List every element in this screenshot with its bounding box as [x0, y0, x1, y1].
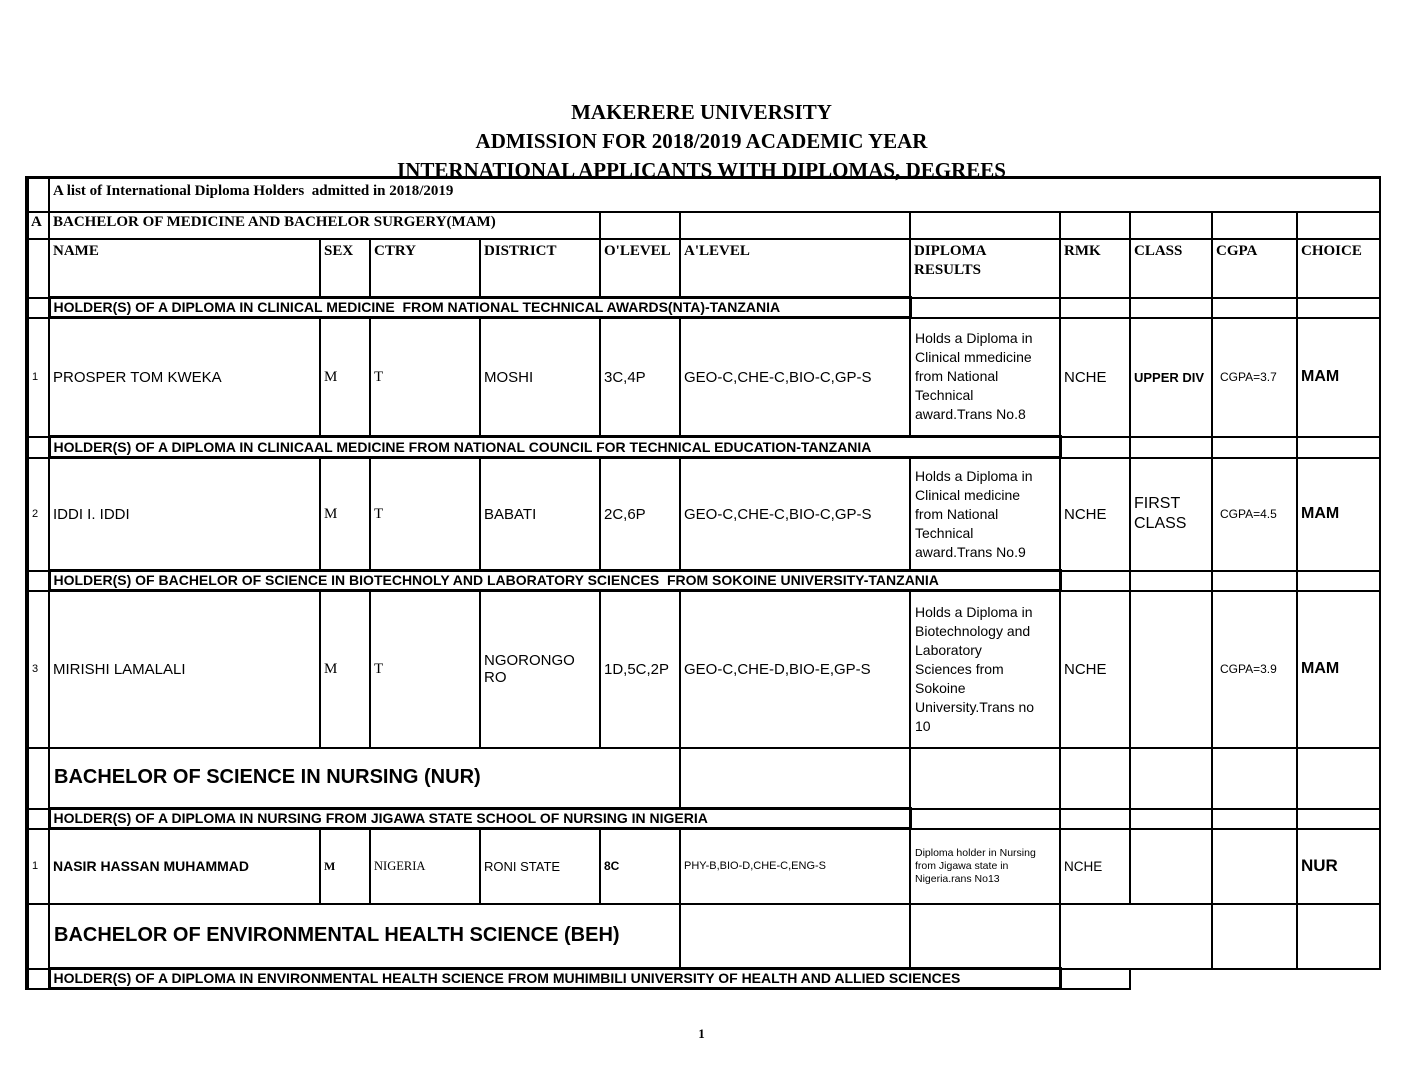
cell-diploma: Diploma holder in Nursing from Jigawa state in Nigeria.rans No13 [910, 829, 1060, 904]
empty-cell [680, 212, 910, 239]
cell-cgpa [1212, 829, 1297, 904]
degree-row-nur [27, 748, 1380, 809]
banner-row-sokoine [27, 571, 1380, 591]
col-header-ctry: CTRY [370, 239, 480, 298]
empty-cell [1130, 809, 1212, 829]
table-row [27, 458, 1380, 571]
cell-class: FIRST CLASS [1130, 458, 1212, 571]
cell-sex: M [320, 318, 370, 437]
empty-cell [1060, 969, 1130, 989]
cell-diploma: Holds a Diploma in Clinical medicine from National Technical award.Trans No.9 [910, 458, 1060, 571]
empty-cell [27, 178, 49, 212]
banner-clinical-medicine-nta: HOLDER(S) OF A DIPLOMA IN CLINICAL MEDICINE FROM NATIONAL TECHNICAL AWARDS(NTA)-TANZANIA [49, 298, 910, 318]
note-row [27, 178, 1380, 212]
cell-choice: NUR [1297, 829, 1380, 904]
empty-cell [1212, 809, 1297, 829]
cell-cgpa: CGPA=3.9 [1212, 591, 1297, 748]
banner-row-nacte [27, 437, 1380, 458]
empty-cell [910, 212, 1060, 239]
empty-cell [1212, 748, 1297, 809]
empty-cell [1297, 212, 1380, 239]
cell-ctry: T [370, 318, 480, 437]
page-number: 1 [698, 1026, 705, 1041]
empty-cell [1212, 212, 1297, 239]
cell-olevel: 1D,5C,2P [600, 591, 680, 748]
cell-class [1130, 591, 1212, 748]
cell-class [1130, 829, 1212, 904]
empty-cell [1297, 571, 1380, 591]
empty-cell [1130, 212, 1212, 239]
col-header-sex: SEX [320, 239, 370, 298]
col-header-alevel: A'LEVEL [680, 239, 910, 298]
banner-biotechnology-sokoine: HOLDER(S) OF BACHELOR OF SCIENCE IN BIOTECHNOLY AND LABORATORY SCIENCES FROM SOKOINE UNIVERSITY-TANZANIA [49, 571, 1060, 591]
cell-alevel: GEO-C,CHE-C,BIO-C,GP-S [680, 318, 910, 437]
cell-diploma: Holds a Diploma in Biotechnology and Laboratory Sciences from Sokoine University.Trans no 10 [910, 591, 1060, 748]
empty-cell [1060, 298, 1130, 318]
row-number: 1 [27, 318, 49, 437]
empty-cell [1060, 212, 1130, 239]
empty-cell [1212, 298, 1297, 318]
col-header-rmk: RMK [1060, 239, 1130, 298]
empty-cell [1212, 437, 1297, 458]
col-header-class: CLASS [1130, 239, 1212, 298]
empty-cell [910, 809, 1060, 829]
col-header-cgpa: CGPA [1212, 239, 1297, 298]
cell-choice: MAM [1297, 591, 1380, 748]
section-a-title: BACHELOR OF MEDICINE AND BACHELOR SURGERY(MAM) [49, 212, 600, 239]
cell-sex: M [320, 829, 370, 904]
empty-cell [1212, 571, 1297, 591]
column-header-row [27, 239, 1380, 298]
section-a-label: A [27, 212, 49, 239]
table-row [27, 318, 1380, 437]
row-number: 1 [27, 829, 49, 904]
banner-clinical-medicine-council: HOLDER(S) OF A DIPLOMA IN CLINICAAL MEDICINE FROM NATIONAL COUNCIL FOR TECHNICAL EDUCATION-TANZANIA [49, 437, 1060, 458]
empty-cell [910, 748, 1060, 809]
empty-cell [1060, 437, 1130, 458]
empty-cell [1130, 437, 1212, 458]
page-title-line1: MAKERERE UNIVERSITY [571, 100, 832, 124]
empty-cell [600, 212, 680, 239]
cell-alevel: PHY-B,BIO-D,CHE-C,ENG-S [680, 829, 910, 904]
empty-cell [1060, 904, 1212, 969]
outside-table-area [1130, 969, 1380, 989]
cell-name: IDDI I. IDDI [49, 458, 320, 571]
cell-sex: M [320, 458, 370, 571]
row-number: 3 [27, 591, 49, 748]
cell-choice: MAM [1297, 318, 1380, 437]
degree-title-beh: BACHELOR OF ENVIRONMENTAL HEALTH SCIENCE (BEH) [49, 904, 680, 969]
table-row [27, 591, 1380, 748]
cell-district: RONI STATE [480, 829, 600, 904]
cell-district: NGORONGORO [480, 591, 600, 748]
admissions-table [25, 176, 1381, 990]
empty-cell [1297, 904, 1380, 969]
cell-olevel: 3C,4P [600, 318, 680, 437]
cell-cgpa: CGPA=3.7 [1212, 318, 1297, 437]
cell-ctry: T [370, 458, 480, 571]
col-header-olevel: O'LEVEL [600, 239, 680, 298]
empty-cell [27, 298, 49, 318]
empty-cell [1130, 748, 1212, 809]
empty-cell [1297, 809, 1380, 829]
page-title-line2: ADMISSION FOR 2018/2019 ACADEMIC YEAR [475, 129, 928, 153]
empty-cell [1297, 437, 1380, 458]
cell-olevel: 8C [600, 829, 680, 904]
col-header-district: DISTRICT [480, 239, 600, 298]
empty-cell [27, 904, 49, 969]
banner-nursing-jigawa: HOLDER(S) OF A DIPLOMA IN NURSING FROM JIGAWA STATE SCHOOL OF NURSING IN NIGERIA [49, 809, 910, 829]
banner-environmental-muhimbili: HOLDER(S) OF A DIPLOMA IN ENVIRONMENTAL HEALTH SCIENCE FROM MUHIMBILI UNIVERSITY OF HEALTH AND ALLIED SCIENCES [49, 969, 1060, 989]
col-header-name: NAME [49, 239, 320, 298]
cell-ctry: T [370, 591, 480, 748]
degree-row-beh [27, 904, 1380, 969]
empty-cell [1130, 571, 1212, 591]
empty-cell [1060, 571, 1130, 591]
empty-cell [1060, 809, 1130, 829]
cell-name: MIRISHI LAMALALI [49, 591, 320, 748]
cell-choice: MAM [1297, 458, 1380, 571]
empty-cell [27, 809, 49, 829]
empty-cell [1212, 904, 1297, 969]
banner-row-muhimbili [27, 969, 1380, 989]
cell-cgpa: CGPA=4.5 [1212, 458, 1297, 571]
section-a-row [27, 212, 1380, 239]
cell-name: NASIR HASSAN MUHAMMAD [49, 829, 320, 904]
empty-cell [1130, 298, 1212, 318]
empty-cell [27, 748, 49, 809]
cell-alevel: GEO-C,CHE-C,BIO-C,GP-S [680, 458, 910, 571]
empty-cell [1297, 298, 1380, 318]
empty-cell [27, 239, 49, 298]
cell-olevel: 2C,6P [600, 458, 680, 571]
empty-cell [27, 437, 49, 458]
empty-cell [27, 969, 49, 989]
list-note: A list of International Diploma Holders admitted in 2018/2019 [49, 178, 1380, 212]
empty-cell [680, 748, 910, 809]
banner-row-nta [27, 298, 1380, 318]
cell-district: BABATI [480, 458, 600, 571]
cell-name: PROSPER TOM KWEKA [49, 318, 320, 437]
cell-ctry: NIGERIA [370, 829, 480, 904]
col-header-choice: CHOICE [1297, 239, 1380, 298]
empty-cell [910, 298, 1060, 318]
empty-cell [27, 571, 49, 591]
cell-district: MOSHI [480, 318, 600, 437]
page-title-line3: INTERNATIONAL APPLICANTS WITH DIPLOMAS, DEGREES [397, 158, 1006, 182]
banner-row-jigawa [27, 809, 1380, 829]
row-number: 2 [27, 458, 49, 571]
empty-cell [1060, 748, 1130, 809]
empty-cell [1297, 748, 1380, 809]
cell-rmk: NCHE [1060, 829, 1130, 904]
empty-cell [910, 904, 1060, 969]
cell-diploma: Holds a Diploma in Clinical mmedicine from National Technical award.Trans No.8 [910, 318, 1060, 437]
empty-cell [680, 904, 910, 969]
cell-rmk: NCHE [1060, 458, 1130, 571]
cell-rmk: NCHE [1060, 591, 1130, 748]
page-title [25, 98, 1378, 185]
cell-alevel: GEO-C,CHE-D,BIO-E,GP-S [680, 591, 910, 748]
degree-title-nur: BACHELOR OF SCIENCE IN NURSING (NUR) [49, 748, 680, 809]
cell-sex: M [320, 591, 370, 748]
col-header-diploma-results: DIPLOMA RESULTS [910, 239, 1060, 298]
table-row [27, 829, 1380, 904]
cell-rmk: NCHE [1060, 318, 1130, 437]
cell-class: UPPER DIV [1130, 318, 1212, 437]
